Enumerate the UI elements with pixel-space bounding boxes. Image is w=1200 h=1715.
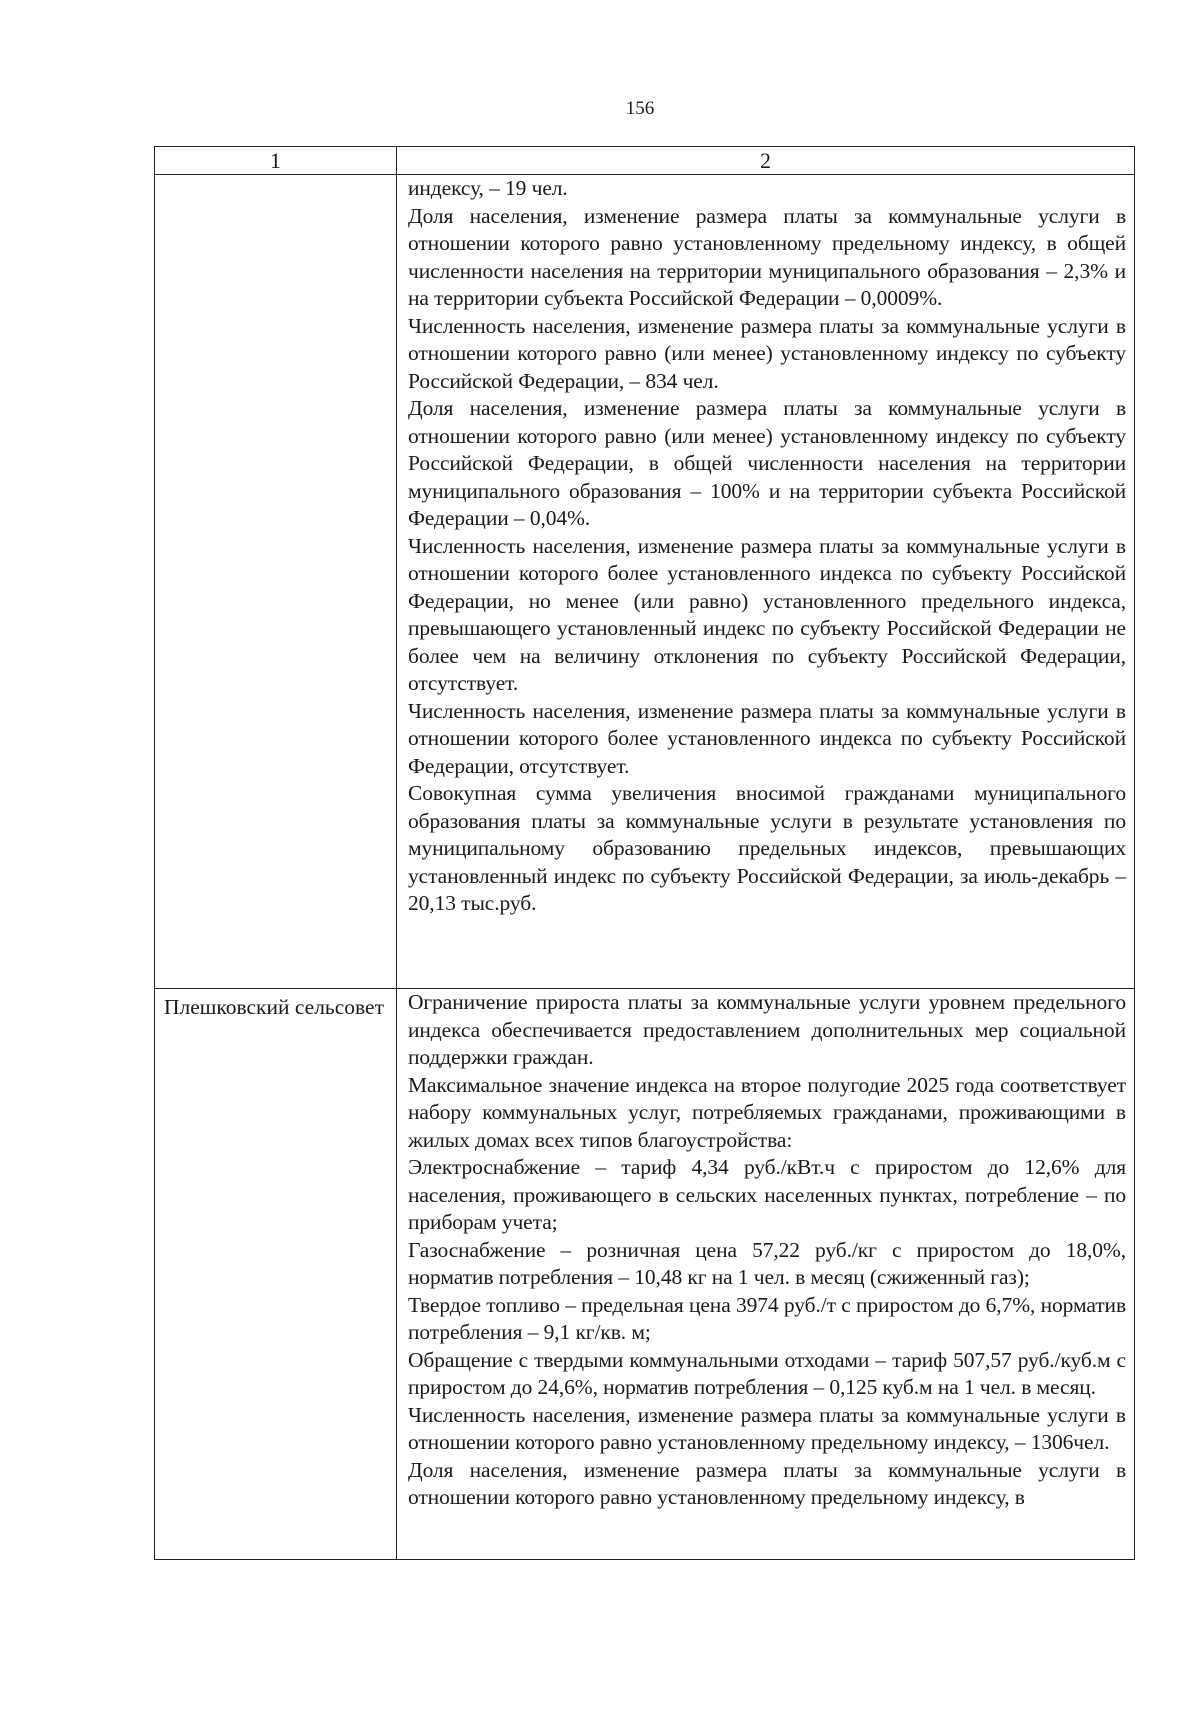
paragraph: Электроснабжение – тариф 4,34 руб./кВт.ч с приростом до 12,6% для населения, проживающего в сельских населенных пунктах, потребление – по приборам учета; <box>408 1155 1126 1234</box>
paragraph: Совокупная сумма увеличения вносимой гражданами муниципального образования платы за коммунальные услуги в результате установления по муниципальному образованию предельных индексов, превышающих установленный индекс по субъекту Российской Федерации, за июль-декабрь – 20,13 тыс.руб. <box>408 781 1126 915</box>
paragraph: Численность населения, изменение размера платы за коммунальные услуги в отношении которого более установленного индекса по субъекту Российской Федерации, но менее (или равно) установленного предельного индекса, превышающего установленный индекс по субъекту Российской Федерации не более чем на величину отклонения по субъекту Российской Федерации, отсутствует. <box>408 533 1126 695</box>
paragraph: Ограничение прироста платы за коммунальные услуги уровнем предельного индекса обеспечивается предоставлением дополнительных мер социальной поддержки граждан. <box>408 990 1126 1069</box>
paragraph: Обращение с твердыми коммунальными отходами – тариф 507,57 руб./куб.м с приростом до 24,6%, норматив потребления – 0,125 куб.м на 1 чел. в месяц. <box>408 1347 1126 1399</box>
paragraph: Максимальное значение индекса на второе полугодие 2025 года соответствует набору коммунальных услуг, потребляемых гражданами, проживающими в жилых домах всех типов благоустройства: <box>408 1072 1126 1152</box>
paragraph: Твердое топливо – предельная цена 3974 руб./т с приростом до 6,7%, норматив потребления – 9,1 кг/кв. м; <box>408 1292 1126 1344</box>
municipality-cell <box>155 175 397 989</box>
paragraph: индексу, – 19 чел. <box>408 176 568 200</box>
municipality-cell: Плешковский сельсовет <box>155 989 397 1560</box>
column-header-1: 1 <box>155 147 397 175</box>
paragraph: Доля населения, изменение размера платы за коммунальные услуги в отношении которого равно установленному предельному индексу, в <box>408 1457 1126 1509</box>
paragraph: Доля населения, изменение размера платы за коммунальные услуги в отношении которого равно установленному предельному индексу, в общей численности населения на территории муниципального образования – 2,3% и на территории субъекта Российской Федерации – 0,0009%. <box>408 203 1126 310</box>
paragraph: Доля населения, изменение размера платы за коммунальные услуги в отношении которого равно (или менее) установленному индексу по субъекту Российской Федерации, в общей численности населения на территории муниципального образования – 100% и на территории субъекта Российской Федерации – 0,04%. <box>408 396 1126 530</box>
paragraph: Численность населения, изменение размера платы за коммунальные услуги в отношении которого равно (или менее) установленному индексу по субъекту Российской Федерации, – 834 чел. <box>408 313 1126 393</box>
table-row <box>155 989 1135 1560</box>
document-table <box>154 146 1135 1560</box>
paragraph: Численность населения, изменение размера платы за коммунальные услуги в отношении которого равно установленному предельному индексу, – 1306чел. <box>408 1402 1126 1454</box>
paragraph: Газоснабжение – розничная цена 57,22 руб./кг с приростом до 18,0%, норматив потребления – 10,48 кг на 1 чел. в месяц (сжиженный газ); <box>408 1237 1126 1289</box>
table-header-row <box>155 147 1135 175</box>
description-cell <box>397 989 1135 1560</box>
page-number: 156 <box>625 98 655 119</box>
column-header-2: 2 <box>397 147 1135 175</box>
table-row <box>155 175 1135 989</box>
description-cell <box>397 175 1135 989</box>
paragraph: Численность населения, изменение размера платы за коммунальные услуги в отношении которого более установленного индекса по субъекту Российской Федерации, отсутствует. <box>408 698 1126 778</box>
